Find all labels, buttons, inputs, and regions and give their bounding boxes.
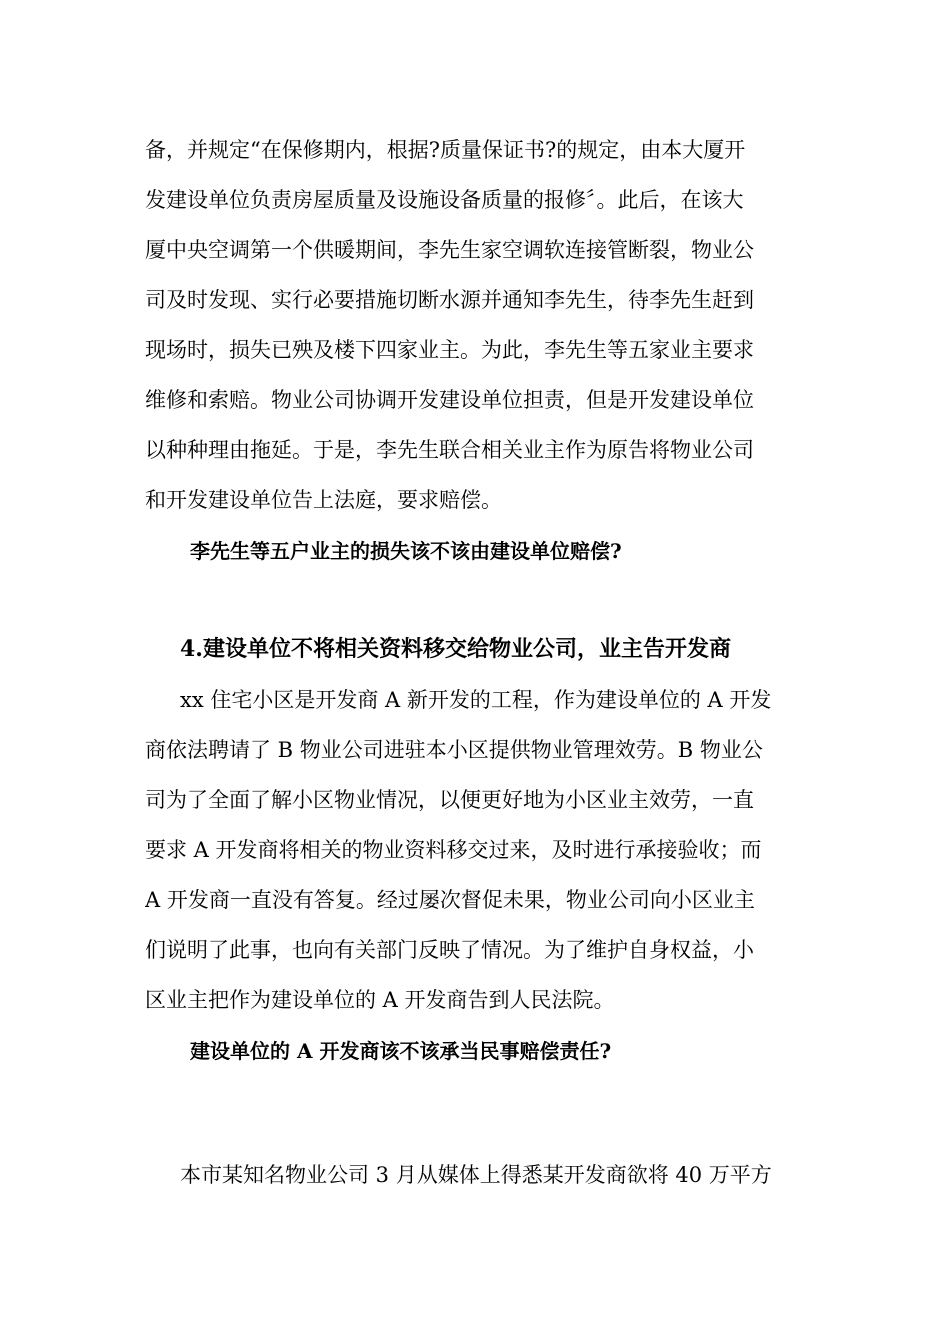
paragraph-line: xx 住宅小区是开发商 A 新开发的工程，作为建设单位的 A 开发 bbox=[180, 688, 772, 712]
paragraph-line: 以种种理由拖延。于是，李先生联合相关业主作为原告将物业公司 bbox=[145, 438, 754, 462]
paragraph-line: 商依法聘请了 B 物业公司进驻本小区提供物业管理效劳。B 物业公 bbox=[145, 738, 763, 762]
paragraph-line: 备，并规定“在保修期内，根据?质量保证书?的规定，由本大厦开 bbox=[145, 138, 746, 162]
paragraph-line: 们说明了此事，也向有关部门反映了情况。为了维护自身权益，小 bbox=[145, 938, 754, 962]
section-heading: 4.建设单位不将相关资料移交给物业公司，业主告开发商 bbox=[180, 636, 731, 662]
paragraph-line: 发建设单位负责房屋质量及设施设备质量的报修〞。此后，在该大 bbox=[145, 188, 744, 212]
question-1: 李先生等五户业主的损失该不该由建设单位赔偿? bbox=[190, 539, 622, 563]
paragraph-line: 本市某知名物业公司 3 月从媒体上得悉某开发商欲将 40 万平方 bbox=[180, 1163, 772, 1187]
paragraph-line: 和开发建设单位告上法庭，要求赔偿。 bbox=[145, 488, 502, 512]
paragraph-line: 司为了全面了解小区物业情况，以便更好地为小区业主效劳，一直 bbox=[145, 788, 754, 812]
paragraph-line: A 开发商一直没有答复。经过屡次督促未果，物业公司向小区业主 bbox=[145, 888, 755, 912]
paragraph-line: 司及时发现、实行必要措施切断水源并通知李先生，待李先生赶到 bbox=[145, 288, 754, 312]
paragraph-line: 现场时，损失已殃及楼下四家业主。为此，李先生等五家业主要求 bbox=[145, 338, 754, 362]
question-2: 建设单位的 A 开发商该不该承当民事赔偿责任? bbox=[190, 1039, 612, 1063]
paragraph-line: 要求 A 开发商将相关的物业资料移交过来，及时进行承接验收；而 bbox=[145, 838, 762, 862]
paragraph-line: 区业主把作为建设单位的 A 开发商告到人民法院。 bbox=[145, 988, 615, 1012]
paragraph-line: 厦中央空调第一个供暖期间，李先生家空调软连接管断裂，物业公 bbox=[145, 238, 754, 262]
paragraph-line: 维修和索赔。物业公司协调开发建设单位担责，但是开发建设单位 bbox=[145, 388, 754, 412]
